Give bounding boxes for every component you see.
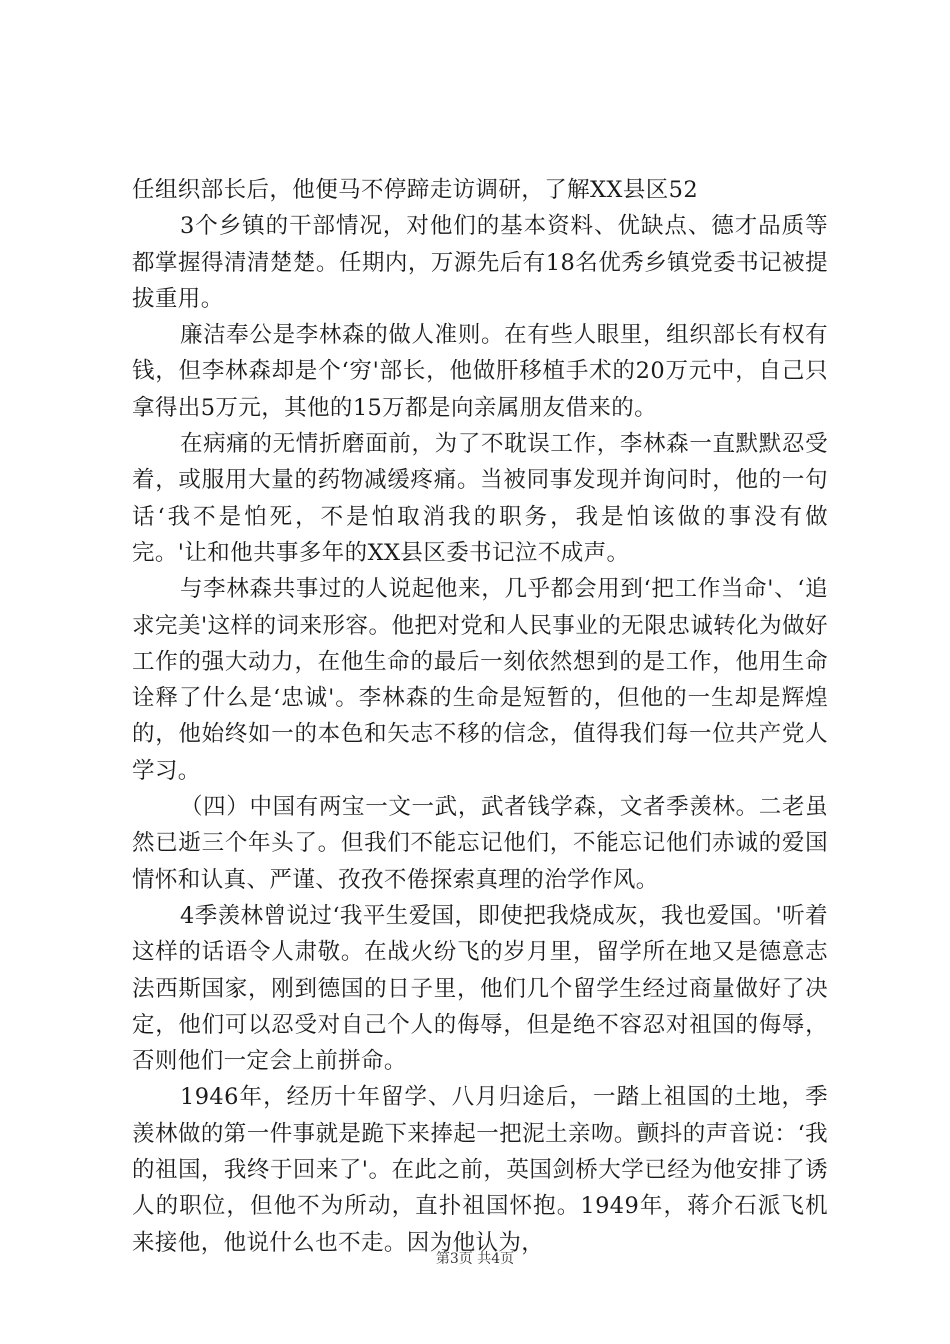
document-body <box>132 172 828 1261</box>
paragraph: 廉洁奉公是李林森的做人准则。在有些人眼里，组织部长有权有钱，但李林森却是个‘穷'部长，他做肝移植手术的20万元中，自己只拿得出5万元，其他的15万都是向亲属朋友借来的。 <box>132 322 828 421</box>
paragraph: 任组织部长后，他便马不停蹄走访调研，了解XX县区52 <box>132 177 699 203</box>
page-number-footer: 第3页 共4页 <box>435 1251 515 1267</box>
paragraph: 3个乡镇的干部情况，对他们的基本资料、优缺点、德才品质等都掌握得清清楚楚。任期内，万源先后有18名优秀乡镇党委书记被提拔重用。 <box>132 213 828 312</box>
paragraph: 与李林森共事过的人说起他来，几乎都会用到‘把工作当命'、‘追求完美'这样的词来形容。他把对党和人民事业的无限忠诚转化为做好工作的强大动力，在他生命的最后一刻依然想到的是工作，他用生命诠释了什么是‘忠诚'。李林森的生命是短暂的，但他的一生却是辉煌的，他始终如一的本色和矢志不移的信念，值得我们每一位共产党人学习。 <box>132 576 828 784</box>
paragraph: （四）中国有两宝一文一武，武者钱学森，文者季羡林。二老虽然已逝三个年头了。但我们不能忘记他们，不能忘记他们赤诚的爱国情怀和认真、严谨、孜孜不倦探索真理的治学作风。 <box>132 794 828 893</box>
paragraph: 4季羡林曾说过‘我平生爱国，即使把我烧成灰，我也爱国。'听着这样的话语令人肃敬。在战火纷飞的岁月里，留学所在地又是德意志法西斯国家，刚到德国的日子里，他们几个留学生经过商量做好了决定，他们可以忍受对自己个人的侮辱，但是绝不容忍对祖国的侮辱，否则他们一定会上前拼命。 <box>132 902 828 1075</box>
paragraph: 在病痛的无情折磨面前，为了不耽误工作，李林森一直默默忍受着，或服用大量的药物减缓疼痛。当被同事发现并询问时，他的一句话‘我不是怕死，不是怕取消我的职务，我是怕该做的事没有做完。'让和他共事多年的XX县区委书记泣不成声。 <box>132 431 828 566</box>
paragraph: 1946年，经历十年留学、八月归途后，一踏上祖国的土地，季羡林做的第一件事就是跪下来捧起一把泥土亲吻。颤抖的声音说：‘我的祖国，我终于回来了'。在此之前，英国剑桥大学已经为他安排了诱人的职位，但他不为所动，直扑祖国怀抱。1949年，蒋介石派飞机来接他，他说什么也不走。因为他认为， <box>132 1084 828 1256</box>
